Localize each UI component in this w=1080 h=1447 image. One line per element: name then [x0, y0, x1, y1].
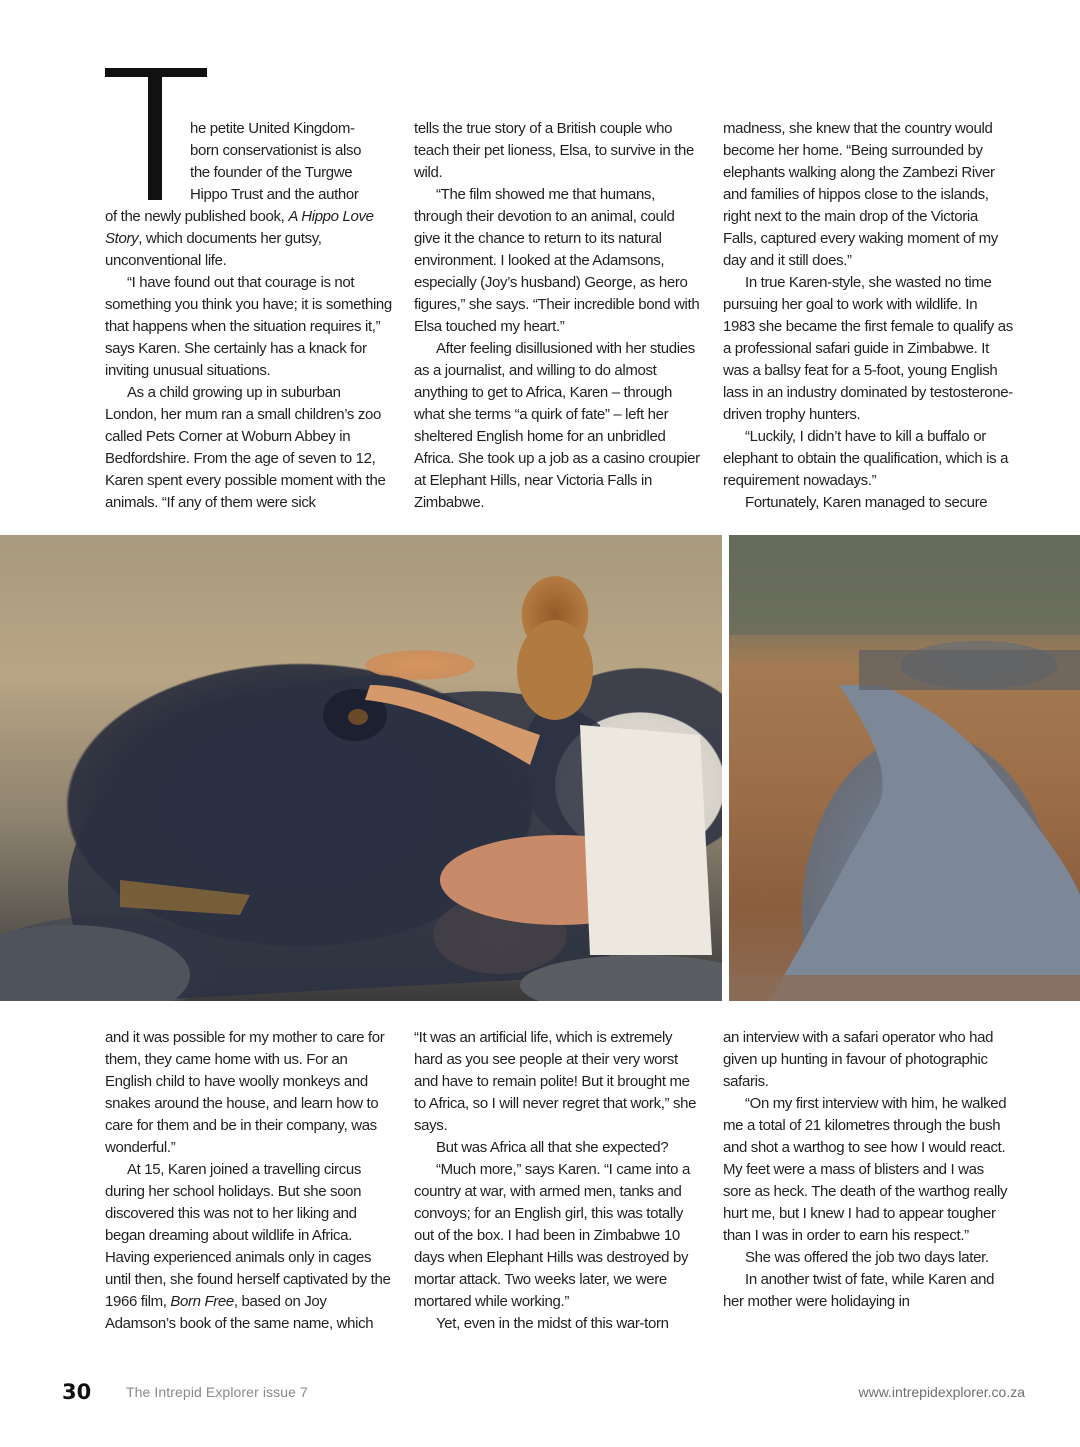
stone-path — [769, 685, 1080, 1001]
article-column-5 — [414, 1027, 704, 1335]
paragraph: “Much more,” says Karen. “I came into a country at war, with armed men, tanks and convoys; for an English girl, this was totally out of the box. I had been in Zimbabwe 10 days when Elephant Hills was destroyed by mortar attack. Two weeks later, we were mortared while working.” — [414, 1161, 690, 1310]
intro-line: the founder of the Turgwe — [190, 164, 353, 181]
hippo-eye — [348, 709, 368, 725]
woman-hair — [517, 620, 593, 720]
article-column-6 — [723, 1027, 1013, 1313]
trees-background — [729, 535, 1080, 635]
paragraph: In another twist of fate, while Karen and her mother were holidaying in — [723, 1271, 995, 1310]
dropcap-letter — [105, 68, 207, 200]
paragraph: She was offered the job two days later. — [745, 1249, 989, 1266]
publication-title: The Intrepid Explorer issue 7 — [126, 1384, 308, 1400]
paragraph: Fortunately, Karen managed to secure — [745, 494, 988, 511]
text-run: the 1966 film, — [105, 1271, 391, 1310]
paragraph: Yet, even in the midst of this war-torn — [436, 1315, 669, 1332]
trail-photo-illustration — [729, 535, 1080, 1001]
paragraph: madness, she knew that the country would become her home. “Being surrounded by elephants walking along the Zambezi River and families of hippos close to the islands, right next to the main drop of the Victoria Falls, captured every waking moment of my day and it still does.” — [723, 120, 998, 269]
dropcap-stem — [148, 68, 162, 200]
photo-rocky-trail — [729, 535, 1080, 1001]
page-number: 30 — [62, 1380, 92, 1404]
text-run: , which documents her gutsy, unconventional life. — [105, 230, 322, 269]
paragraph: “It was an artificial life, which is extremely hard as you see people at their very worst and have to remain polite! But it brought me to Africa, so I will never regret that work,” she says. — [414, 1029, 697, 1134]
paragraph: “I have found out that courage is not something you think you have; it is something that happens when the situation requires it,” says Karen. She certainly has a knack for inviting unusual situations. — [105, 274, 392, 379]
paragraph — [105, 206, 395, 272]
article-column-3 — [723, 118, 1013, 514]
film-title: Born Free — [170, 1293, 234, 1310]
woman-white-top — [580, 725, 712, 955]
website-url[interactable]: www.intrepidexplorer.co.za — [858, 1384, 1025, 1400]
paragraph: “On my first interview with him, he walked me a total of 21 kilometres through the bush and shot a warthog to see how I would react. My feet were a mass of blisters and I was sore as heck. The death of the warthog really hurt me, but I knew I had to appear tougher than I was in order to earn his respect.” — [723, 1095, 1008, 1244]
intro-line: Hippo Trust and the author — [190, 186, 359, 203]
paragraph: As a child growing up in suburban London, her mum ran a small children’s zoo called Pets Corner at Woburn Abbey in Bedfordshire. From the age of seven to 12, Karen spent every possible moment with the animals. “If any of them were sick — [105, 384, 386, 511]
article-column-1 — [105, 118, 395, 514]
foreground-rock — [729, 975, 1080, 1001]
paragraph: and it was possible for my mother to care for them, they came home with us. For an English child to have woolly monkeys and snakes around the house, and learn how to care for them and be in their company, was wonderful.” — [105, 1029, 385, 1156]
paragraph: But was Africa all that she expected? — [436, 1139, 669, 1156]
paragraph: In true Karen-style, she wasted no time pursuing her goal to work with wildlife. In 1983 she became the first female to qualify as a professional safari guide in Zimbabwe. It was a ballsy feat for a 5-foot, young English lass in an industry dominated by testosterone-driven trophy hunters. — [723, 274, 1013, 423]
paragraph: “The film showed me that humans, through their devotion to an animal, could give it the chance to return to its natural environment. I looked at the Adamsons, especially (Joy’s husband) George, as hero figures,” she says. “Their incredible bond with Elsa touched my heart.” — [414, 186, 700, 335]
article-column-4 — [105, 1027, 395, 1335]
text-run: , based on Joy Adamson’s book of the same name, which — [105, 1293, 374, 1332]
photo-woman-with-hippo — [0, 535, 722, 1001]
paragraph — [105, 1159, 395, 1335]
book-title: A Hippo Love Story — [105, 208, 374, 247]
hippo-photo-illustration — [0, 535, 722, 1001]
intro-line: born conservationist is also — [190, 142, 362, 159]
paragraph: “Luckily, I didn’t have to kill a buffalo or elephant to obtain the qualification, which is a requirement nowadays.” — [723, 428, 1009, 489]
intro-line: he petite United Kingdom- — [190, 120, 355, 137]
dropcap-wrapper — [105, 118, 395, 206]
text-run: At 15, Karen joined a travelling circus during her school holidays. But she soon discovered this was not to her liking and began dreaming about wildlife in Africa. Having experienced animals only in cages until then, she found herself captivated by — [105, 1161, 372, 1288]
article-column-2 — [414, 118, 704, 514]
paragraph: After feeling disillusioned with her studies as a journalist, and willing to do almost anything to get to Africa, Karen – through what she terms “a quirk of fate” – left her sheltered English home for an unbridled Africa. She took up a job as a casino croupier at Elephant Hills, near Victoria Falls in Zimbabwe. — [414, 340, 700, 511]
paragraph: an interview with a safari operator who had given up hunting in favour of photographic safaris. — [723, 1029, 994, 1090]
paragraph: tells the true story of a British couple who teach their pet lioness, Elsa, to survive in the wild. — [414, 120, 695, 181]
text-run: of the newly published book, — [105, 208, 289, 225]
stone-wall — [859, 650, 1080, 690]
